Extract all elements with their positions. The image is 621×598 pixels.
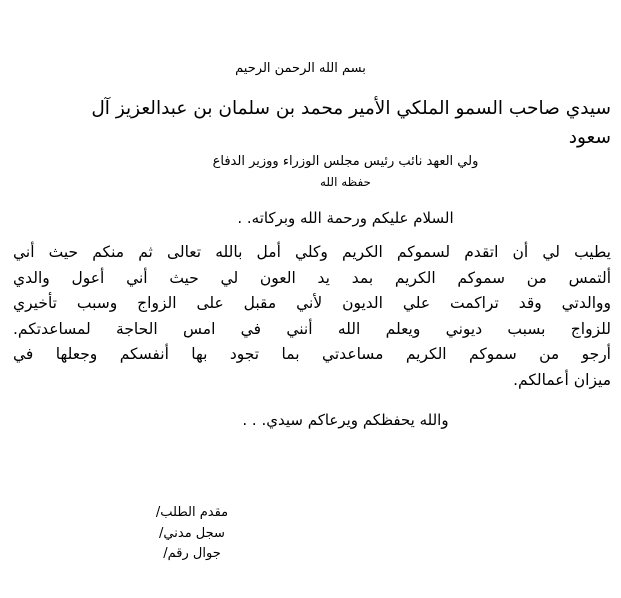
body-line: يطيب لي أن اتقدم لسموكم الكريم وكلي أمل بالله تعالى ثم منكم حيث أني	[13, 243, 611, 261]
greeting-line: السلام عليكم ورحمة الله وبركاته. .	[237, 209, 454, 227]
signature-block	[112, 503, 272, 565]
deputy-title-block	[0, 152, 621, 192]
protection-phrase-line: حفظه الله	[320, 175, 371, 189]
letter-body	[13, 240, 611, 393]
body-line: ميزان أعمالكم.	[513, 370, 611, 389]
closing-prayer-line: والله يحفظكم ويرعاكم سيدي. . .	[242, 411, 449, 429]
recipient-line-2: سعود	[568, 127, 611, 148]
basmala-line: بسم الله الرحمن الرحيم	[235, 61, 366, 76]
body-line: للزواج بسبب ديوني ويعلم الله أنني في امس الحاجة لمساعدتكم.	[13, 319, 611, 338]
body-line: ألتمس من سموكم الكريم بمد يد العون لي حيث أني أعول والدي	[13, 268, 611, 287]
body-line: أرجو من سموكم الكريم مساعدتي بما تجود بها أنفسكم وجعلها في	[13, 345, 611, 363]
deputy-title-line: ولي العهد نائب رئيس مجلس الوزراء ووزير الدفاع	[212, 154, 479, 169]
recipient-line-1: سيدي صاحب السمو الملكي الأمير محمد بن سلمان بن عبدالعزيز آل	[91, 98, 611, 119]
body-line: ووالدتي وقد تراكمت علي الديون لأني مقبل على الزواج وسبب تأخيري	[13, 294, 611, 312]
recipient-block	[8, 94, 611, 152]
signature-civil-record-line: سجل مدني/	[159, 525, 225, 541]
signature-mobile-line: جوال رقم/	[163, 546, 221, 561]
signature-applicant-line: مقدم الطلب/	[155, 505, 229, 520]
